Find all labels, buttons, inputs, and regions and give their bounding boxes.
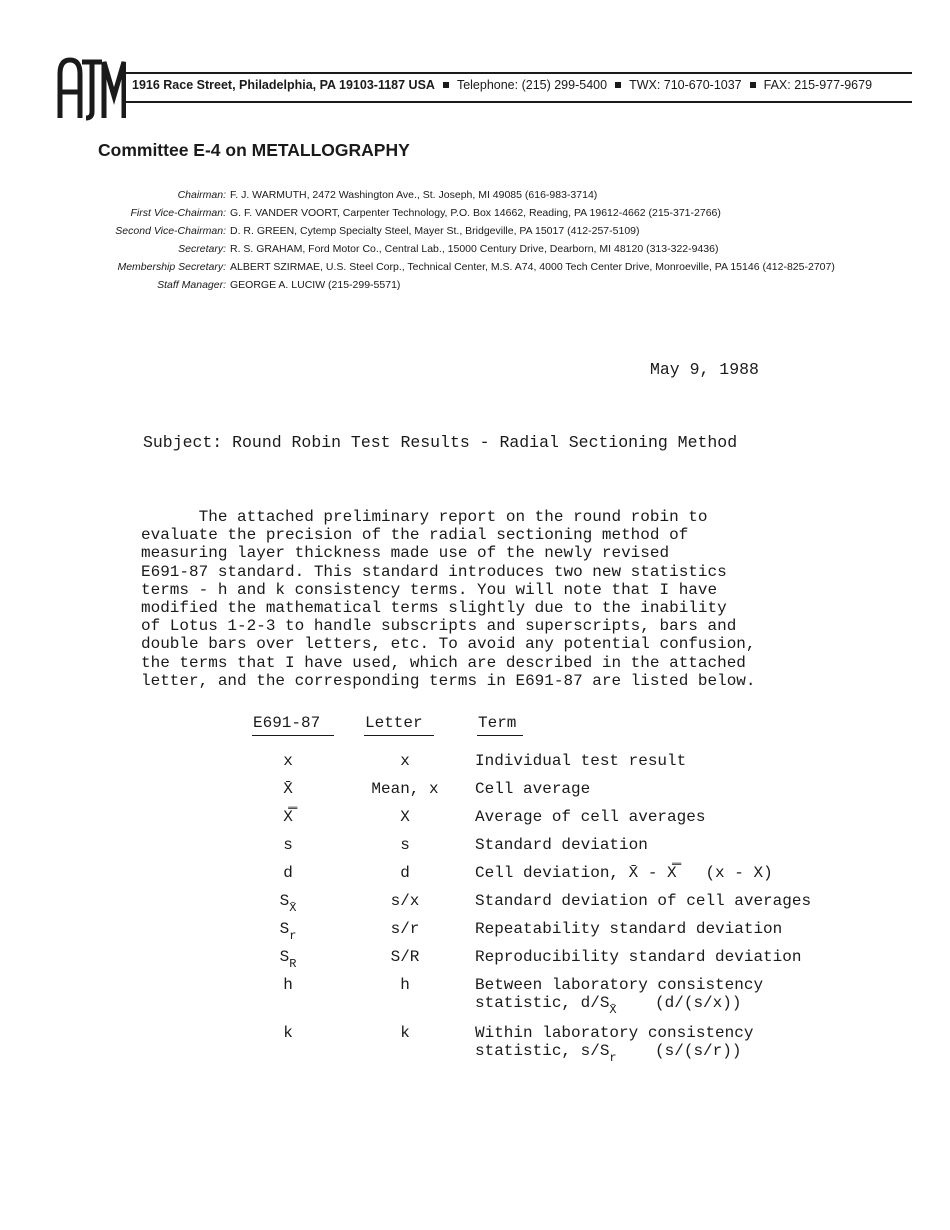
twx: TWX: 710-670-1037 [629,78,742,92]
bullet-icon [615,82,621,88]
header-underline [364,735,434,736]
bullet-icon [750,82,756,88]
letterhead-bottom-rule [126,101,912,103]
officers-list [80,186,835,294]
officer-row: Secretary: R. S. GRAHAM, Ford Motor Co., Central Lab., 15000 Century Drive, Dearborn, MI 48120 (313-322-9436) [178,243,719,255]
officer-row: Membership Secretary: ALBERT SZIRMAE, U.S. Steel Corp., Technical Center, M.S. A74, 4000 Tech Center Drive, Monroeville, PA 15146 (412-825-2707) [117,261,835,273]
committee-title: Committee E-4 on METALLOGRAPHY [98,140,410,160]
letterhead-top-rule [126,72,912,74]
letter-subject: Subject: Round Robin Test Results - Radial Sectioning Method [143,433,738,452]
astm-logo [56,52,126,122]
header-underline [252,735,334,736]
officer-row: Second Vice-Chairman: D. R. GREEN, Cytemp Specialty Steel, Mayer St., Bridgeville, PA 15017 (412-257-5109) [115,225,640,237]
header-letter: Letter [365,714,423,732]
officer-row: Staff Manager: GEORGE A. LUCIW (215-299-5571) [157,279,401,291]
header-e691: E691-87 [253,714,321,732]
fax: FAX: 215-977-9679 [763,78,873,92]
header-underline [477,735,523,736]
officer-row: First Vice-Chairman: G. F. VANDER VOORT, Carpenter Technology, P.O. Box 14662, Reading, PA 19612-4662 (215-371-2766) [130,207,721,219]
officer-row: Chairman: F. J. WARMUTH, 2472 Washington Ave., St. Joseph, MI 49085 (616-983-3714) [177,189,598,201]
address: 1916 Race Street, Philadelphia, PA 19103-1187 USA [132,78,435,92]
telephone: Telephone: (215) 299-5400 [456,78,608,92]
letter-body: The attached preliminary report on the round robin to evaluate the precision of the radial sectioning method of measuring layer thickness made use of the newly revised E691-87 standard. This standard introduces two new statistics terms - h and k consistency terms. You will note that I have modified the mathematical terms slightly due to the inability of Lotus 1-2-3 to handle subscripts and superscripts, bars and double bars over letters, etc. To avoid any potential confusion, the terms that I have used, which are described in the attached letter, and the corresponding terms in E691-87 are listed below. [141,508,756,690]
header-term: Term [478,714,517,732]
letterhead-contact [132,78,872,92]
bullet-icon [443,82,449,88]
letter-date: May 9, 1988 [650,360,759,379]
